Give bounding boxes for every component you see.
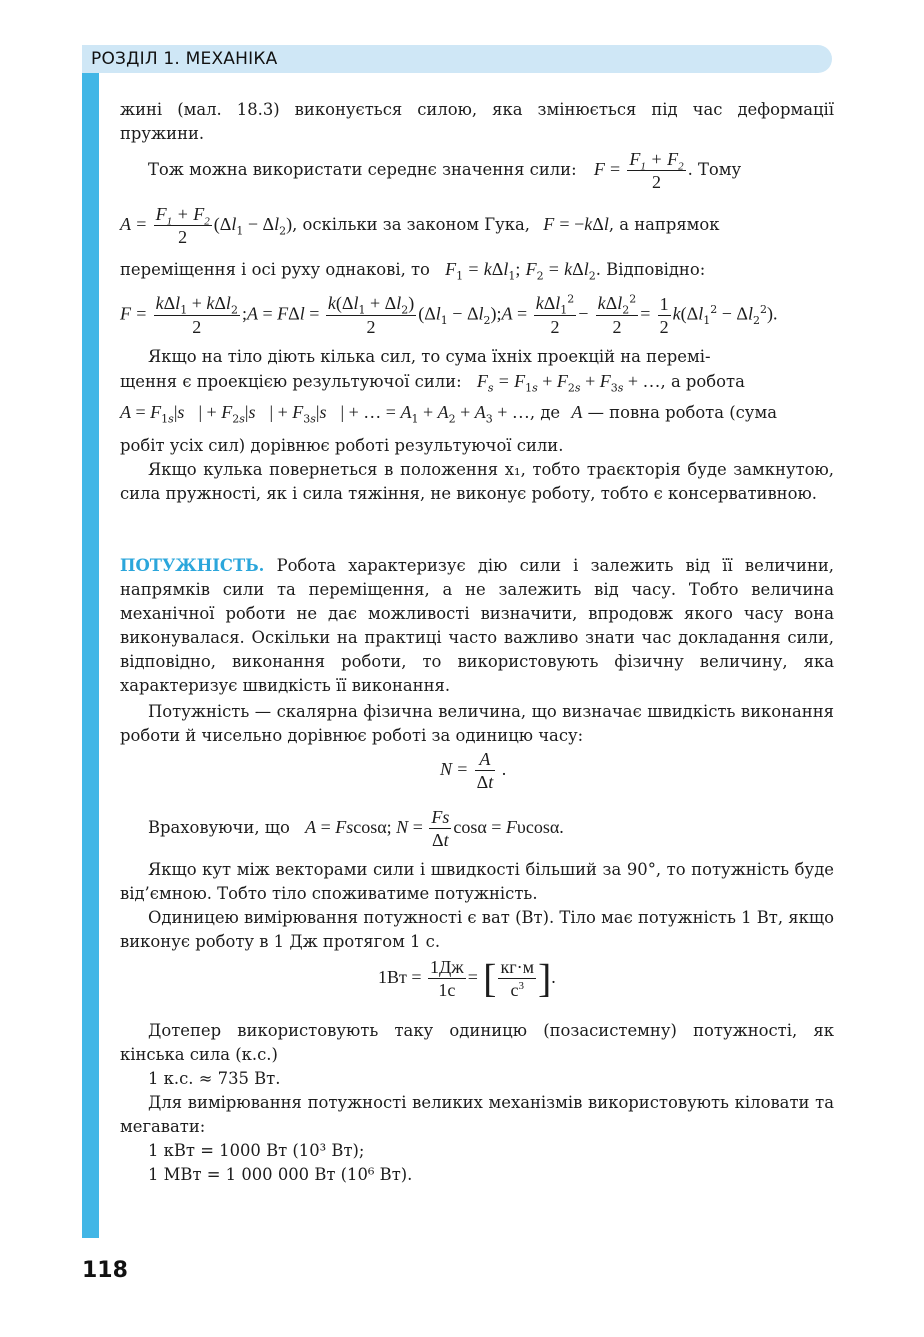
paragraph-conservative: Якщо кулька повернеться в положення x₁, тобто траєкторія буде замкнутою, сила пружності, як і сила тяжіння, не виконує роботу, тобто є консервативною. xyxy=(120,460,834,503)
full-work-text: — повна робота (сума xyxy=(587,403,777,422)
watt-lhs: 1Вт xyxy=(378,967,407,987)
megawatt-value: 1 МВт = 1 000 000 Вт (10⁶ Вт). xyxy=(148,1165,413,1184)
hooke-text: , оскільки за законом Гука, xyxy=(292,215,530,234)
formula-derivation-line: F = $\frac{k\Delta l_1 + k\Delta l_2}{2}$ ;A = FΔl = $\frac{k(\Delta l_1 + \Delta l_2)}{2}$ ($\Delta l_1$ − $\Delta l_2);A$ = $\frac{k\Delta l_1^2}{2}$ − $\frac{k\Delta l_2^2}{2}$ = $\frac{1}{2}$ $k(\Delta l_1^2 - \Delta l_2^2)$. xyxy=(120,292,778,337)
section-header xyxy=(82,45,832,73)
side-accent-bar xyxy=(82,73,99,1238)
work-fraction: $\frac{F_1 + F_2}{2}$ xyxy=(155,204,210,247)
power-term: ПОТУЖНІСТЬ. xyxy=(120,556,265,575)
paragraph-negative-power: Якщо кут між векторами сили і швидкості більший за 90°, то потужність буде від’ємною. Тобто тіло споживатиме потужність. xyxy=(120,860,834,903)
where-text: , де xyxy=(529,403,561,422)
average-force-text: Тож можна використати середнє значення сили: xyxy=(148,160,577,179)
paragraph-kilowatt: Для вимірювання потужності великих механізмів використовують кіловати та мегавати: xyxy=(120,1093,834,1136)
formula-power-velocity-line: Враховуючи, що A = Fscosα; N = $\frac{Fs}{\Delta t}$ cosα = Fυcosα. xyxy=(148,807,564,850)
formula-resultant-force-line: щення є проекцією результуючої сили: $F_s = F_{1s} + F_{2s} + F_{3s}$ + …, а робота xyxy=(120,371,745,395)
formula-power: N = $\frac{A}{\Delta t}$ . xyxy=(440,749,507,792)
paragraph-horsepower: Дотепер використовують таку одиницю (позасистемну) потужності, як кінська сила (к.с.) xyxy=(120,1021,834,1064)
formula-watt: 1Вт = $\frac{1Дж}{1с}$ = [ $\frac{кг\cdot м}{с^3}$ ]. xyxy=(378,955,556,1001)
considering-text: Враховуючи, що xyxy=(148,818,290,837)
accordingly-text: . Відповідно: xyxy=(595,260,706,279)
page-number: 118 xyxy=(82,1258,128,1283)
paragraph-power-intro xyxy=(120,554,834,698)
direction-text: , а напрямок xyxy=(608,215,720,234)
average-force-fraction: $\frac{F_1 + F_2}{2}$ xyxy=(629,149,684,192)
watt-bracket-den: с xyxy=(510,980,519,1000)
formula-average-force-line: Тож можна використати середнє значення сили: F = $\frac{F_1 + F_2}{2}$ . Тому xyxy=(148,149,742,192)
paragraph-watt: Одиницею вимірювання потужності є ват (Вт). Тіло має потужність 1 Вт, якщо виконує роботу в 1 Дж протягом 1 с. xyxy=(120,908,834,951)
resultant-text: щення є проекцією результуючої сили: xyxy=(120,372,462,391)
power-intro-text: Робота характеризує дію сили і залежить від її величини, напрямків сили та переміщення, а не залежить від часу. Тобто величина механічної роботи не дає можливості визначити, впродовж якого часу вона виконувалася. Оскільки на практиці часто важливо знати час докладання сили, відповідно, виконання роботи, то використовують фізичну величину, яка характеризує швидкість її виконання. xyxy=(120,556,835,695)
kilowatt-value: 1 кВт = 1000 Вт (10³ Вт); xyxy=(148,1141,365,1160)
paragraph-power-definition: Потужність — скалярна фізична величина, що визначає швидкість виконання роботи й чисельно дорівнює роботі за одиницю часу: xyxy=(120,702,834,745)
average-force-tail: . Тому xyxy=(687,160,742,179)
work-text: , а робота xyxy=(660,372,745,391)
displacement-text: переміщення і осі руху однакові, то xyxy=(120,260,430,279)
formula-forces-line: переміщення і осі руху однакові, то $F_1 = k\Delta l_1$; $F_2 = k\Delta l_2$. Відповідно: xyxy=(120,259,706,283)
watt-bracket-num: кг·м xyxy=(500,957,534,977)
watt-num: 1Дж xyxy=(430,957,464,977)
paragraph-resultant-line1: Якщо на тіло діють кілька сил, то сума їхніх проекцій на перемі- xyxy=(148,347,711,366)
watt-den: 1с xyxy=(438,980,456,1000)
formula-total-work-line: $A = F_{1s}|s⃗|$ + $F_{2s}|s⃗|$ + $F_{3s}|s⃗|$ + … = $A_1 + A_2 + A_3$ + …, де A — повна робота (сума xyxy=(120,402,777,426)
paragraph-spring-work: жині (мал. 18.3) виконується силою, яка змінюється під час деформації пружини. xyxy=(120,100,834,143)
formula-work-line: A = $\frac{F_1 + F_2}{2}$ $(\Delta l_1 - \Delta l_2)$, оскільки за законом Гука, F = −kΔl, а напрямок xyxy=(120,204,720,247)
horsepower-value: 1 к.с. ≈ 735 Вт. xyxy=(148,1069,281,1088)
paragraph-resultant-line4: робіт усіх сил) дорівнює роботі результуючої сили. xyxy=(120,436,564,455)
section-title: РОЗДІЛ 1. МЕХАНІКА xyxy=(91,49,278,69)
